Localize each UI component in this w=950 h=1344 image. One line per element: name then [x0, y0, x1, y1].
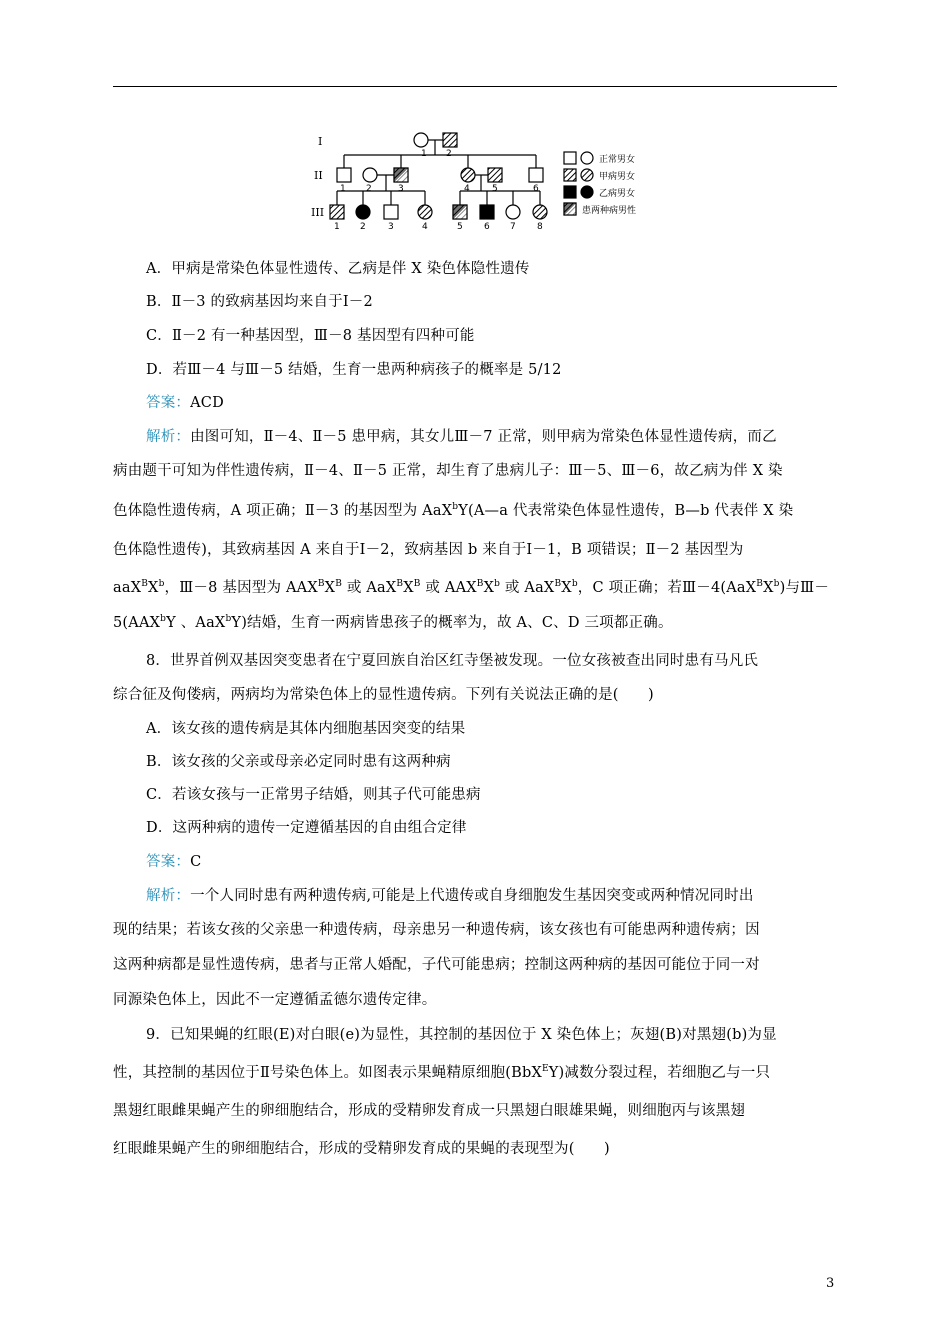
- svg-text:4: 4: [422, 222, 428, 232]
- svg-text:8: 8: [537, 222, 543, 232]
- pedigree-I-2: [443, 133, 457, 147]
- gen-label-I: I: [318, 135, 323, 148]
- q8-analysis-line-2: 现的结果；若该女孩的父亲患一种遗传病，母亲患另一种遗传病，该女孩也有可能患两种遗传病；因: [113, 922, 760, 938]
- pedigree-III-8: [533, 205, 547, 219]
- q9-stem-line-4: 红眼雌果蝇产生的卵细胞结合，形成的受精卵发育成的果蝇的表现型为( ): [113, 1141, 610, 1157]
- q9-stem-line-1: 9．已知果蝇的红眼(E)对白眼(e)为显性，其控制的基因位于 X 染色体上；灰翅(B)对黑翅(b)为显: [146, 1027, 777, 1043]
- svg-text:2: 2: [366, 184, 372, 194]
- pedigree-III-1: [330, 205, 344, 219]
- svg-text:2: 2: [446, 149, 452, 159]
- pedigree-III-3: [384, 205, 398, 219]
- q8-option-a: A．该女孩的遗传病是其体内细胞基因突变的结果: [146, 721, 466, 737]
- q8-option-c: C．若该女孩与一正常男子结婚，则其子代可能患病: [146, 787, 481, 803]
- legend-disease-b: 乙病男女: [599, 189, 636, 199]
- q7-analysis-line-4: 色体隐性遗传)，其致病基因 A 来自于Ⅰ－2，致病基因 b 来自于Ⅰ－1，B 项错误；Ⅱ－2 基因型为: [113, 542, 744, 558]
- q7-answer: 答案：ACD: [146, 395, 224, 411]
- header-rule: [113, 86, 837, 87]
- q7-analysis-line-6: 5(AAX$^b$Y 、AaX$^b$Y)结婚，生育一两病皆患孩子的概率为，故 A、C、D 三项都正确。: [113, 614, 673, 631]
- pedigree-II-5: [488, 168, 502, 182]
- q8-stem-line-1: 8．世界首例双基因突变患者在宁夏回族自治区红寺堡被发现。一位女孩被查出同时患有马凡氏: [146, 653, 759, 669]
- q7-analysis-line-5: $aaX^BX^b$，Ⅲ－8 基因型为 $AAX^BX^B$ 或 $AaX^BX^B$ 或 $AAX^BX^b$ 或 $AaX^BX^b$，C 项正确；若$Ⅲ-4(AaX^BX^b)$与Ⅲ－: [113, 579, 830, 596]
- q7-analysis-line-1: 解析：由图可知，Ⅱ－4、Ⅱ－5 患甲病，其女儿Ⅲ－7 正常，则甲病为常染色体显性遗传病，而乙: [146, 429, 777, 445]
- q9-stem-line-2: 性，其控制的基因位于Ⅱ号染色体上。如图表示果蝇精原细胞(BbX$^E$Y)减数分裂过程，若细胞乙与一只: [113, 1064, 771, 1081]
- gen-label-II: II: [314, 169, 323, 182]
- q8-analysis-line-1: 解析：一个人同时患有两种遗传病,可能是上代遗传或自身细胞发生基因突变或两种情况同时出: [146, 888, 754, 904]
- pedigree-II-1: [337, 168, 351, 182]
- svg-text:3: 3: [398, 184, 404, 194]
- svg-text:4: 4: [464, 184, 470, 194]
- q8-analysis-line-4: 同源染色体上，因此不一定遵循孟德尔遗传定律。: [113, 992, 437, 1008]
- q7-option-c: C．Ⅱ－2 有一种基因型，Ⅲ－8 基因型有四种可能: [146, 328, 475, 344]
- legend-normal: 正常男女: [599, 155, 636, 165]
- q7-analysis-line-3: 色体隐性遗传病，A 项正确；Ⅱ－3 的基因型为 AaX$^b$Y(A—a 代表常染色体显性遗传，B—b 代表伴 X 染: [113, 502, 794, 519]
- q7-option-b: B．Ⅱ－3 的致病基因均来自于Ⅰ－2: [146, 294, 373, 310]
- pedigree-III-2: [356, 205, 370, 219]
- svg-text:2: 2: [360, 222, 366, 232]
- svg-text:1: 1: [340, 184, 346, 194]
- q9-stem-line-3: 黑翅红眼雌果蝇产生的卵细胞结合，形成的受精卵发育成一只黑翅白眼雄果蝇，则细胞丙与该黑翅: [113, 1103, 746, 1119]
- svg-text:5: 5: [457, 222, 463, 232]
- svg-text:1: 1: [421, 149, 427, 159]
- pedigree-III-7: [506, 205, 520, 219]
- q8-stem-line-2: 综合征及佝偻病，两病均为常染色体上的显性遗传病。下列有关说法正确的是( ): [113, 687, 654, 703]
- pedigree-I-1: [414, 133, 428, 147]
- q7-option-a: A．甲病是常染色体显性遗传、乙病是伴 X 染色体隐性遗传: [146, 261, 530, 277]
- q8-analysis-line-3: 这两种病都是显性遗传病，患者与正常人婚配，子代可能患病；控制这两种病的基因可能位于同一对: [113, 957, 760, 973]
- svg-text:3: 3: [388, 222, 394, 232]
- svg-text:6: 6: [533, 184, 539, 194]
- pedigree-II-4: [461, 168, 475, 182]
- q8-answer: 答案：C: [146, 854, 202, 870]
- q7-analysis-line-2: 病由题干可知为伴性遗传病，Ⅱ－4、Ⅱ－5 正常，却生育了患病儿子：Ⅲ－5、Ⅲ－6，故乙病为伴 X 染: [113, 463, 783, 479]
- legend-disease-a: 甲病男女: [599, 172, 636, 182]
- page-number: 3: [826, 1276, 835, 1291]
- pedigree-III-6: [480, 205, 494, 219]
- pedigree-figure: [300, 125, 700, 235]
- svg-text:7: 7: [510, 222, 516, 232]
- pedigree-II-6: [529, 168, 543, 182]
- svg-text:5: 5: [492, 184, 498, 194]
- pedigree-II-2: [363, 168, 377, 182]
- legend-both: 患两种病男性: [582, 206, 637, 216]
- q8-option-b: B．该女孩的父亲或母亲必定同时患有这两种病: [146, 754, 451, 770]
- svg-text:6: 6: [484, 222, 490, 232]
- svg-text:1: 1: [334, 222, 340, 232]
- pedigree-III-4: [418, 205, 432, 219]
- q8-option-d: D．这两种病的遗传一定遵循基因的自由组合定律: [146, 820, 467, 836]
- q7-option-d: D．若Ⅲ－4 与Ⅲ－5 结婚，生育一患两种病孩子的概率是 5/12: [146, 362, 562, 378]
- gen-label-III: III: [311, 206, 325, 219]
